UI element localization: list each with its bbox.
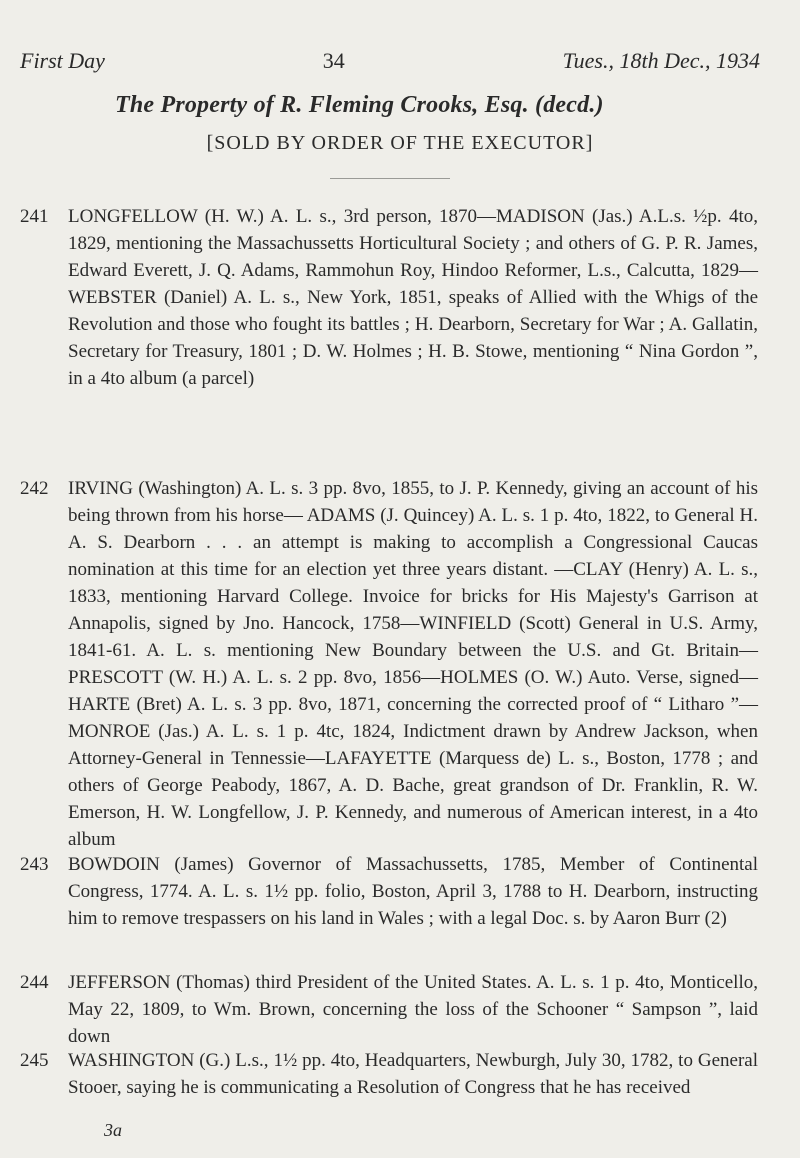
divider bbox=[330, 178, 450, 179]
header-date: Tues., 18th Dec., 1934 bbox=[562, 48, 760, 73]
lot-number: 241 bbox=[20, 206, 49, 227]
lot-number: 242 bbox=[20, 478, 49, 499]
page-header bbox=[20, 48, 760, 74]
lot-description: JEFFERSON (Thomas) third President of the United States. A. L. s. 1 p. 4to, Monticello, May 22, 1809, to Wm. Brown, concerning the loss of the Schooner “ Sampson ”, laid down bbox=[68, 972, 758, 1047]
signature-mark: 3a bbox=[104, 1120, 122, 1140]
section-title-text: The Property of R. Fleming Crooks, Esq. (decd.) bbox=[115, 92, 604, 118]
lot-number: 245 bbox=[20, 1050, 49, 1071]
lot-number: 243 bbox=[20, 854, 49, 875]
page-number: 34 bbox=[322, 48, 345, 73]
lot-number: 244 bbox=[20, 972, 49, 993]
lot-description: LONGFELLOW (H. W.) A. L. s., 3rd person, 1870—MADISON (Jas.) A.L.s. ½p. 4to, 1829, mentioning the Massachussetts Horticultural Society ; and others of G. P. R. James, Edward Everett, J. Q. Adams, Rammohun Roy, Hindoo Reformer, L.s., Calcutta, 1829—WEBSTER (Daniel) A. L. s., New York, 1851, speaks of Allied with the Whigs of the Revolution and those who fought its battles ; H. Dearborn, Secretary for War ; A. Gallatin, Secretary for Treasury, 1801 ; D. W. Holmes ; H. B. Stowe, mentioning “ Nina Gordon ”, in a 4to album (a parcel) bbox=[68, 206, 758, 389]
lot-description: BOWDOIN (James) Governor of Massachussetts, 1785, Member of Continental Congress, 1774. A. L. s. 1½ pp. folio, Boston, April 3, 1788 to H. Dearborn, instructing him to remove trespassers on his land in Wales ; with a legal Doc. s. by Aaron Burr (2) bbox=[68, 854, 758, 929]
lot-description: WASHINGTON (G.) L.s., 1½ pp. 4to, Headquarters, Newburgh, July 30, 1782, to General Stooer, saying he is communicating a Resolution of Congress that he has received bbox=[68, 1050, 758, 1098]
header-day: First Day bbox=[20, 48, 105, 73]
section-subtitle: [SOLD BY ORDER OF THE EXECUTOR] bbox=[206, 132, 594, 154]
lot-description: IRVING (Washington) A. L. s. 3 pp. 8vo, 1855, to J. P. Kennedy, giving an account of his being thrown from his horse— ADAMS (J. Quincey) A. L. s. 1 p. 4to, 1822, to General H. A. S. Dearborn . . . an attempt is making to accomplish a Congressional Caucas nomination at this time for an election yet three years distant. —CLAY (Henry) A. L. s., 1833, mentioning Harvard College. Invoice for bricks for His Majesty's Garrison at Annapolis, signed by Jno. Hancock, 1758—WINFIELD (Scott) General in U.S. Army, 1841-61. A. L. s. mentioning New Boundary between the U.S. and Gt. Britain—PRESCOTT (W. H.) A. L. s. 2 pp. 8vo, 1856—HOLMES (O. W.) Auto. Verse, signed—HARTE (Bret) A. L. s. 3 pp. 8vo, 1871, concerning the corrected proof of “ Litharo ”—MONROE (Jas.) A. L. s. 1 p. 4tc, 1824, Indictment drawn by Andrew Jackson, when Attorney-General in Tennessie—LAFAYETTE (Marquess de) L. s., Boston, 1778 ; and others of George Peabody, 1867, A. D. Bache, great grandson of Dr. Franklin, R. W. Emerson, H. W. Longfellow, J. P. Kennedy, and numerous of American interest, in a 4to album bbox=[68, 478, 758, 850]
